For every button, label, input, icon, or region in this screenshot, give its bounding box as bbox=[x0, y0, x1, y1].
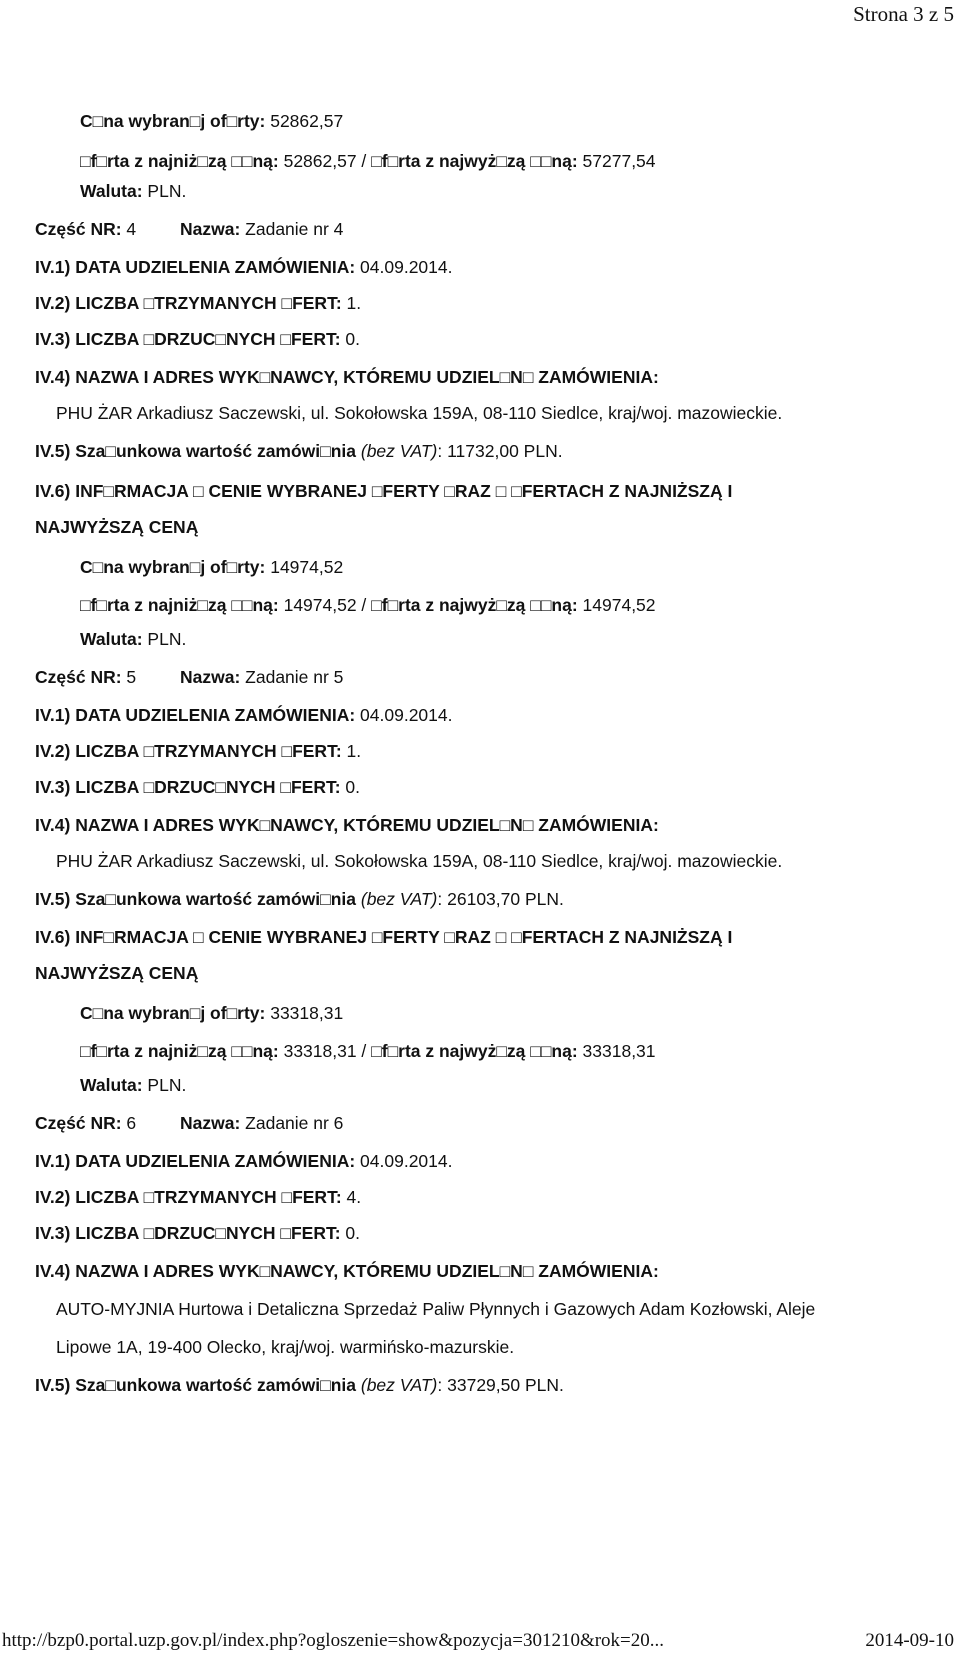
contractor-address-cont: Lipowe 1A, 19-400 Olecko, kraj/woj. warmińsko-mazurskie. bbox=[56, 1337, 515, 1357]
field-label: C□na wybran□j of□rty: bbox=[80, 111, 266, 131]
price-range: □f□rta z najniż□zą □□ną: 14974,52 / □f□rta z najwyż□zą □□ną: 14974,52 bbox=[80, 595, 656, 615]
offers-received: IV.2) LICZBA □TRZYMANYCH □FERT: 1. bbox=[35, 293, 362, 313]
offers-rejected: IV.3) LICZBA □DRZUC□NYCH □FERT: 0. bbox=[35, 329, 361, 349]
prev-price-range bbox=[80, 150, 656, 172]
offers-rejected: IV.3) LICZBA □DRZUC□NYCH □FERT: 0. bbox=[35, 1223, 361, 1243]
offers-rejected: IV.3) LICZBA □DRZUC□NYCH □FERT: 0. bbox=[35, 777, 361, 797]
award-date: IV.1) DATA UDZIELENIA ZAMÓWIENIA: 04.09.2014. bbox=[35, 257, 453, 277]
offers-received: IV.2) LICZBA □TRZYMANYCH □FERT: 4. bbox=[35, 1187, 362, 1207]
estimated-value: IV.5) Sza□unkowa wartość zamówi□nia (bez VAT): 33729,50 PLN. bbox=[35, 1375, 564, 1395]
field-label: □f□rta z najwyż□zą □□ną: bbox=[371, 151, 578, 171]
award-date: IV.1) DATA UDZIELENIA ZAMÓWIENIA: 04.09.2014. bbox=[35, 705, 453, 725]
part-number: Część NR: 4 bbox=[35, 219, 137, 239]
contractor-heading: IV.4) NAZWA I ADRES WYK□NAWCY, KTÓREMU UDZIEL□N□ ZAMÓWIENIA: bbox=[35, 367, 659, 387]
contractor-address: AUTO-MYJNIA Hurtowa i Detaliczna Sprzedaż Paliw Płynnych i Gazowych Adam Kozłowski, Aleje bbox=[56, 1299, 816, 1319]
field-value: 52862,57 bbox=[265, 111, 344, 131]
contractor-address: PHU ŻAR Arkadiusz Saczewski, ul. Sokołowska 159A, 08-110 Siedlce, kraj/woj. mazowieckie. bbox=[56, 851, 783, 871]
price-info-heading-cont: NAJWYŻSZĄ CENĄ bbox=[35, 517, 199, 537]
selected-price: C□na wybran□j of□rty: 14974,52 bbox=[80, 557, 344, 577]
currency: Waluta: PLN. bbox=[80, 1075, 187, 1095]
part-name: Nazwa: Zadanie nr 5 bbox=[180, 667, 344, 687]
field-label: Waluta: bbox=[80, 181, 143, 201]
part-name: Nazwa: Zadanie nr 4 bbox=[180, 219, 344, 239]
page-number: Strona 3 z 5 bbox=[853, 2, 954, 26]
contractor-heading: IV.4) NAZWA I ADRES WYK□NAWCY, KTÓREMU UDZIEL□N□ ZAMÓWIENIA: bbox=[35, 1261, 659, 1281]
contractor-heading: IV.4) NAZWA I ADRES WYK□NAWCY, KTÓREMU UDZIEL□N□ ZAMÓWIENIA: bbox=[35, 815, 659, 835]
price-info-heading-cont: NAJWYŻSZĄ CENĄ bbox=[35, 963, 199, 983]
price-info-heading: IV.6) INF□RMACJA □ CENIE WYBRANEJ □FERTY □RAZ □ □FERTACH Z NAJNIŻSZĄ I bbox=[35, 481, 733, 501]
field-label: □f□rta z najniż□zą □□ną: bbox=[80, 151, 279, 171]
prev-currency bbox=[80, 180, 186, 202]
selected-price: C□na wybran□j of□rty: 33318,31 bbox=[80, 1003, 344, 1023]
field-value: 57277,54 bbox=[577, 151, 656, 171]
part-number: Część NR: 5 bbox=[35, 667, 137, 687]
field-value: PLN. bbox=[142, 181, 187, 201]
currency: Waluta: PLN. bbox=[80, 629, 187, 649]
print-date: 2014-09-10 bbox=[865, 1630, 954, 1651]
price-info-heading: IV.6) INF□RMACJA □ CENIE WYBRANEJ □FERTY □RAZ □ □FERTACH Z NAJNIŻSZĄ I bbox=[35, 927, 733, 947]
price-range: □f□rta z najniż□zą □□ną: 33318,31 / □f□rta z najwyż□zą □□ną: 33318,31 bbox=[80, 1041, 656, 1061]
part-number: Część NR: 6 bbox=[35, 1113, 137, 1133]
page-footer bbox=[0, 1628, 960, 1654]
award-date: IV.1) DATA UDZIELENIA ZAMÓWIENIA: 04.09.2014. bbox=[35, 1151, 453, 1171]
prev-selected-price bbox=[80, 110, 343, 132]
source-url: http://bzp0.portal.uzp.gov.pl/index.php?ogloszenie=show&pozycja=301210&rok=20... bbox=[2, 1630, 665, 1651]
field-value: 52862,57 / bbox=[278, 151, 372, 171]
contractor-address: PHU ŻAR Arkadiusz Saczewski, ul. Sokołowska 159A, 08-110 Siedlce, kraj/woj. mazowieckie. bbox=[56, 403, 783, 423]
estimated-value: IV.5) Sza□unkowa wartość zamówi□nia (bez VAT): 11732,00 PLN. bbox=[35, 441, 563, 461]
offers-received: IV.2) LICZBA □TRZYMANYCH □FERT: 1. bbox=[35, 741, 362, 761]
part-name: Nazwa: Zadanie nr 6 bbox=[180, 1113, 344, 1133]
estimated-value: IV.5) Sza□unkowa wartość zamówi□nia (bez VAT): 26103,70 PLN. bbox=[35, 889, 564, 909]
